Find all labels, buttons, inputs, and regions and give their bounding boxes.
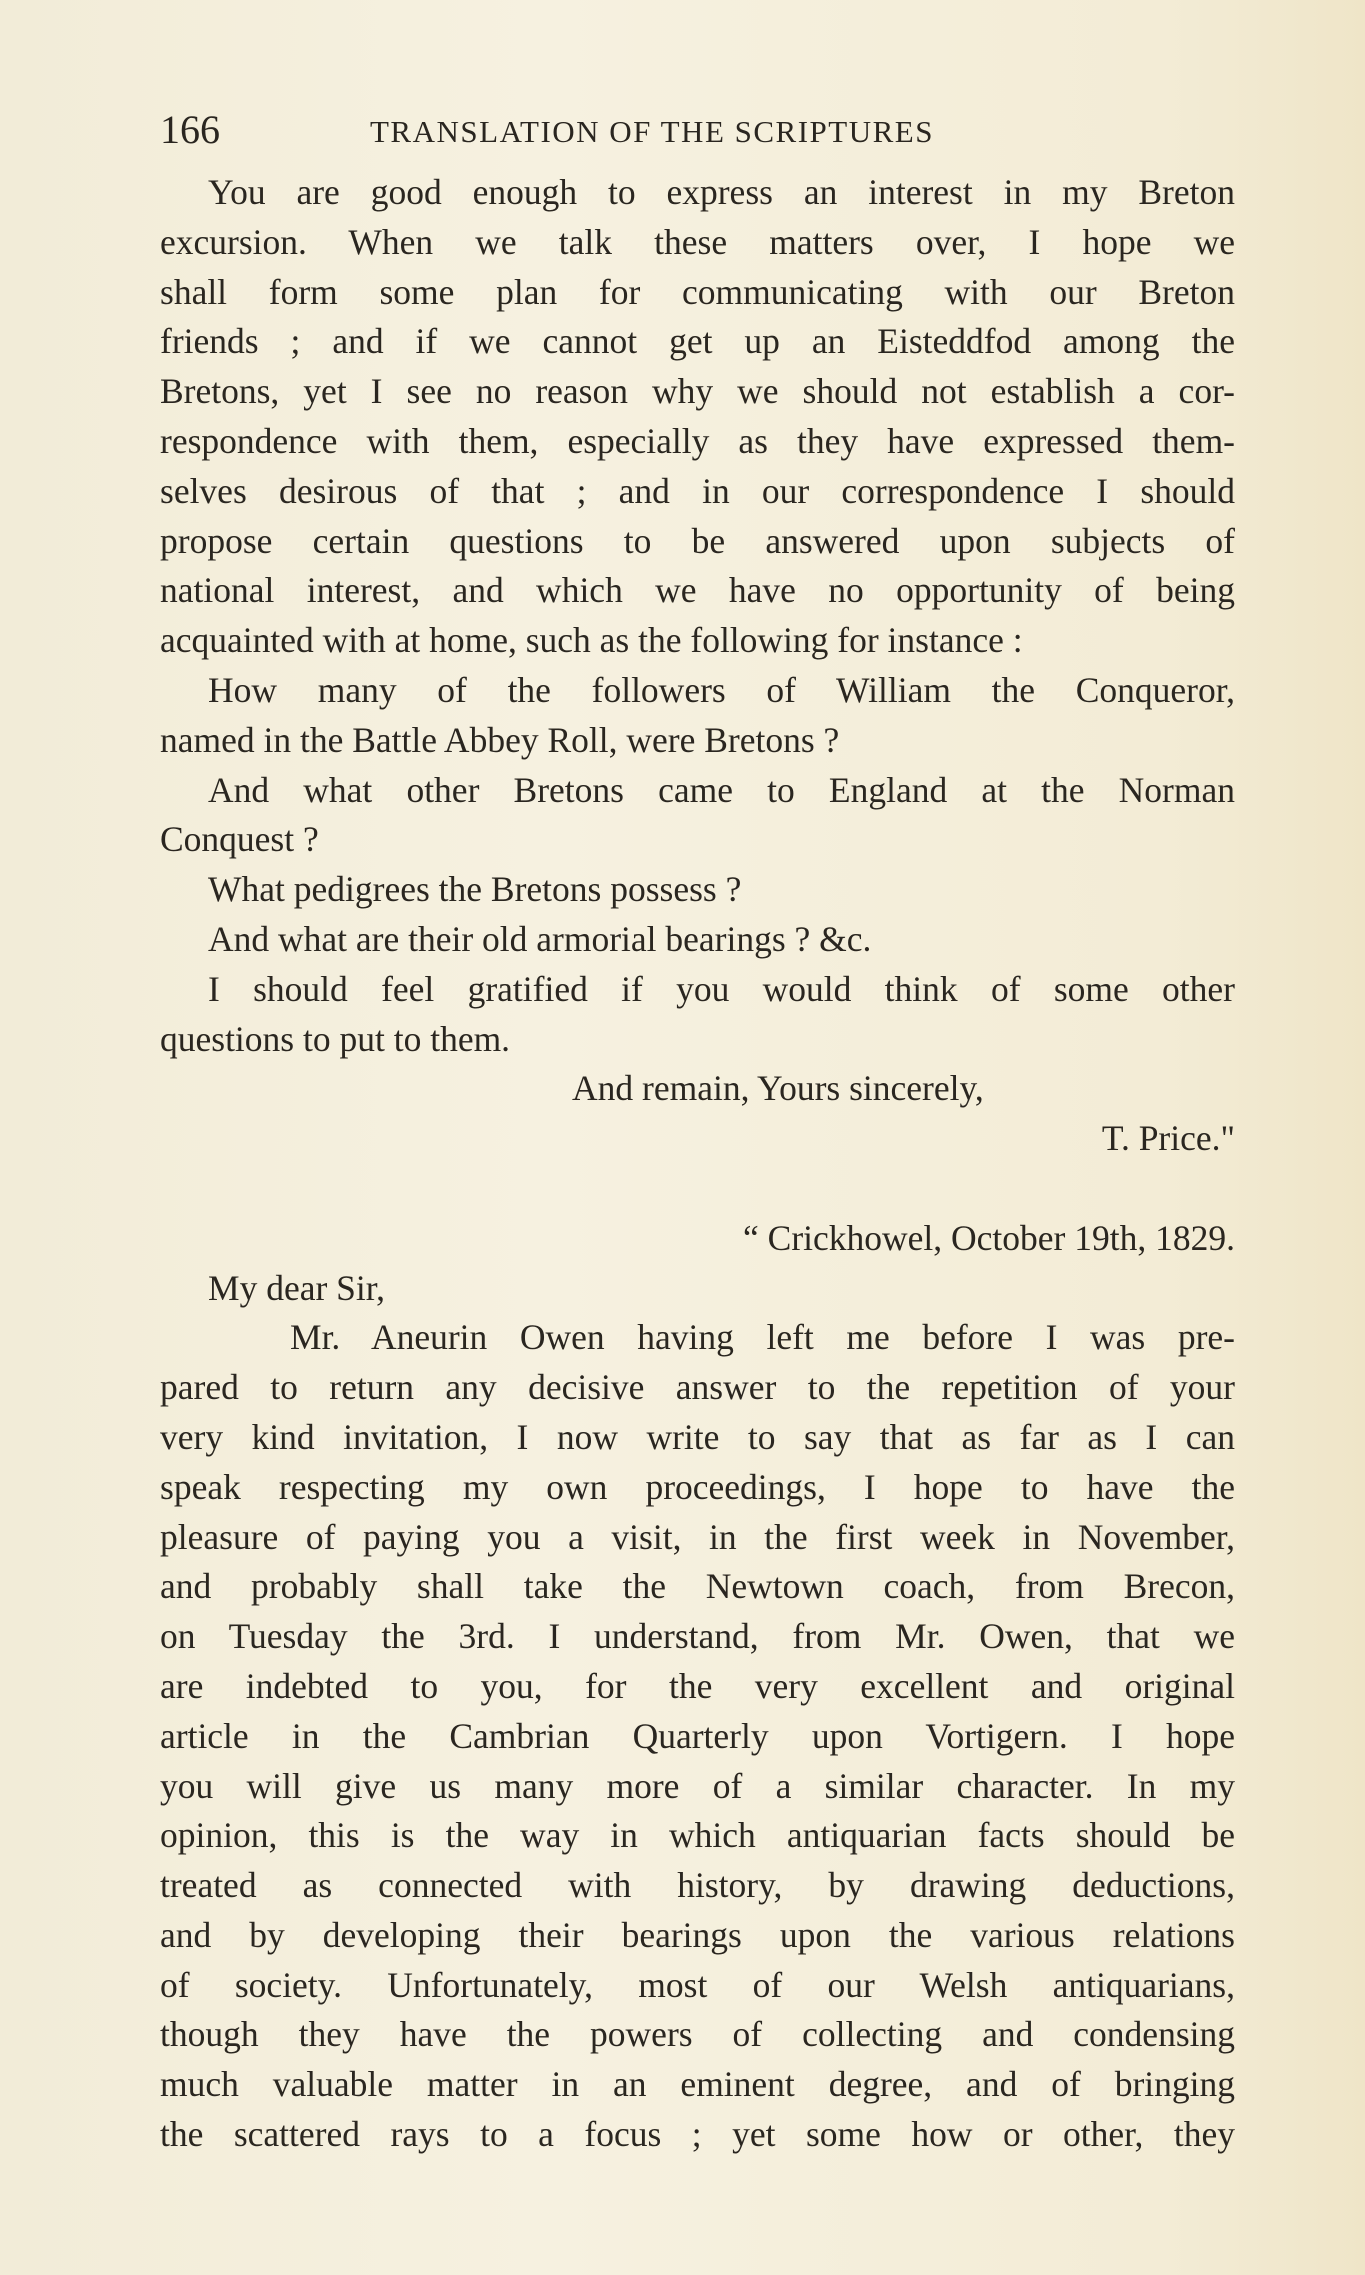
- text-line: pared to return any decisive answer to the repetition of your: [160, 1367, 1235, 1408]
- text-line: shall form some plan for communicating with our Breton: [160, 271, 1235, 312]
- letter-dateline: “ Crickhowel, October 19th, 1829.: [743, 1217, 1235, 1258]
- text-line: though they have the powers of collecting and condensing: [160, 2014, 1235, 2055]
- text-line: I should feel gratified if you would think of some other: [208, 968, 1235, 1009]
- text-line: selves desirous of that ; and in our correspondence I should: [160, 470, 1235, 511]
- text-line: respondence with them, especially as they have expressed them-: [160, 420, 1235, 461]
- text-line: on Tuesday the 3rd. I understand, from Mr. Owen, that we: [160, 1616, 1235, 1657]
- text-line: propose certain questions to be answered upon subjects of: [160, 520, 1235, 561]
- text-line: Mr. Aneurin Owen having left me before I was pre-: [290, 1317, 1235, 1358]
- text-line: article in the Cambrian Quarterly upon Vortigern. I hope: [160, 1715, 1235, 1756]
- text-line: treated as connected with history, by drawing deductions,: [160, 1865, 1235, 1906]
- text-line: named in the Battle Abbey Roll, were Bretons ?: [160, 719, 840, 760]
- page-header: [160, 100, 1235, 160]
- text-line: excursion. When we talk these matters over, I hope we: [160, 221, 1235, 262]
- text-line: questions to put to them.: [160, 1018, 511, 1059]
- text-line: acquainted with at home, such as the following for instance :: [160, 620, 1023, 661]
- text-line: national interest, and which we have no opportunity of being: [160, 570, 1235, 611]
- text-line: you will give us many more of a similar character. In my: [160, 1765, 1235, 1806]
- text-line: speak respecting my own proceedings, I hope to have the: [160, 1466, 1235, 1507]
- text-line: very kind invitation, I now write to say that as far as I can: [160, 1416, 1235, 1457]
- text-line: opinion, this is the way in which antiquarian facts should be: [160, 1815, 1235, 1856]
- text-line: Bretons, yet I see no reason why we should not establish a cor-: [160, 371, 1235, 412]
- letter-signature: T. Price.": [1101, 1118, 1235, 1159]
- text-line: And what are their old armorial bearings ? &c.: [208, 918, 872, 959]
- section-gap: [160, 1164, 1235, 1214]
- text-line: and probably shall take the Newtown coach, from Brecon,: [160, 1566, 1235, 1607]
- letter-salutation: My dear Sir,: [208, 1267, 386, 1308]
- running-head: TRANSLATION OF THE SCRIPTURES: [370, 114, 934, 149]
- text-line: are indebted to you, for the very excellent and original: [160, 1665, 1235, 1706]
- text-line: friends ; and if we cannot get up an Eisteddfod among the: [160, 321, 1235, 362]
- text-line: Conquest ?: [160, 819, 319, 860]
- text-line: the scattered rays to a focus ; yet some how or other, they: [160, 2114, 1235, 2155]
- text-line: You are good enough to express an interest in my Breton: [208, 172, 1235, 212]
- page-body: [160, 168, 1235, 2160]
- text-line: and by developing their bearings upon the various relations: [160, 1914, 1235, 1955]
- text-line: much valuable matter in an eminent degree, and of bringing: [160, 2064, 1235, 2105]
- text-line: of society. Unfortunately, most of our Welsh antiquarians,: [160, 1964, 1235, 2005]
- text-line: What pedigrees the Bretons possess ?: [208, 869, 742, 910]
- text-line: And what other Bretons came to England at the Norman: [208, 769, 1235, 810]
- text-line: How many of the followers of William the Conqueror,: [208, 669, 1235, 710]
- text-line: pleasure of paying you a visit, in the first week in November,: [160, 1516, 1235, 1557]
- letter-closing: And remain, Yours sincerely,: [572, 1068, 984, 1109]
- page-number: 166: [160, 107, 220, 152]
